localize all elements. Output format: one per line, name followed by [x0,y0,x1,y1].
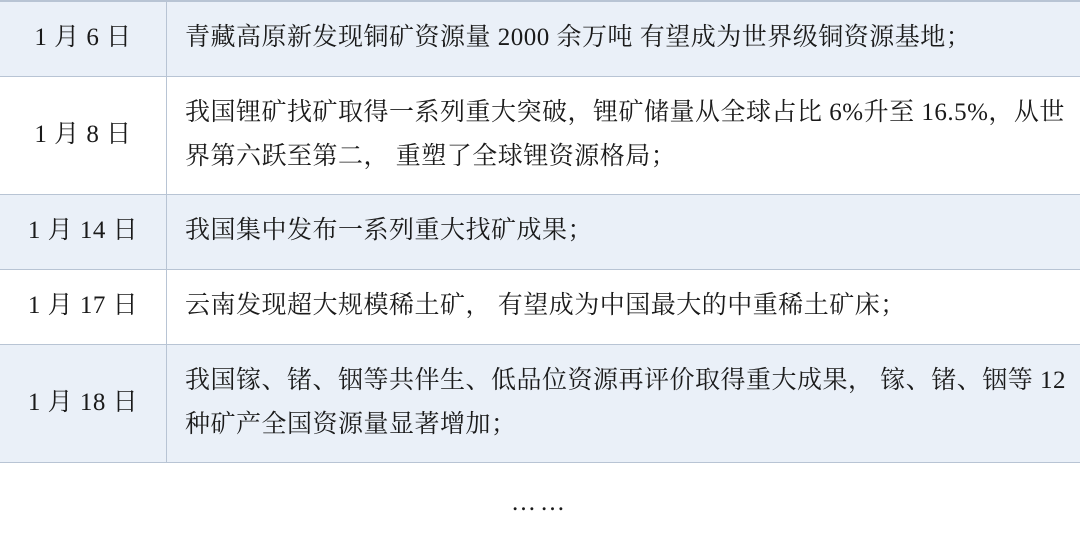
row-text: 我国锂矿找矿取得一系列重大突破，锂矿储量从全球占比 6%升至 16.5%，从世界第六跃至第二， 重塑了全球锂资源格局； [167,76,1080,195]
row-date: 1 月 6 日 [0,2,167,77]
mining-results-table [0,1,1080,535]
table-row [0,270,1080,345]
row-date: 1 月 14 日 [0,195,167,270]
ellipsis-text: …… [0,463,1080,535]
row-text: 云南发现超大规模稀土矿， 有望成为中国最大的中重稀土矿床； [167,270,1080,345]
row-text: 青藏高原新发现铜矿资源量 2000 余万吨 有望成为世界级铜资源基地； [167,2,1080,77]
row-text: 我国镓、锗、铟等共伴生、低品位资源再评价取得重大成果， 镓、锗、铟等 12 种矿产全国资源量显著增加； [167,344,1080,463]
row-text: 我国集中发布一系列重大找矿成果； [167,195,1080,270]
table-row [0,195,1080,270]
row-date: 1 月 17 日 [0,270,167,345]
row-date: 1 月 18 日 [0,344,167,463]
row-date: 1 月 8 日 [0,76,167,195]
table-footer-row [0,463,1080,535]
table-row [0,76,1080,195]
table-body [0,2,1080,536]
table-row [0,344,1080,463]
table-row [0,2,1080,77]
